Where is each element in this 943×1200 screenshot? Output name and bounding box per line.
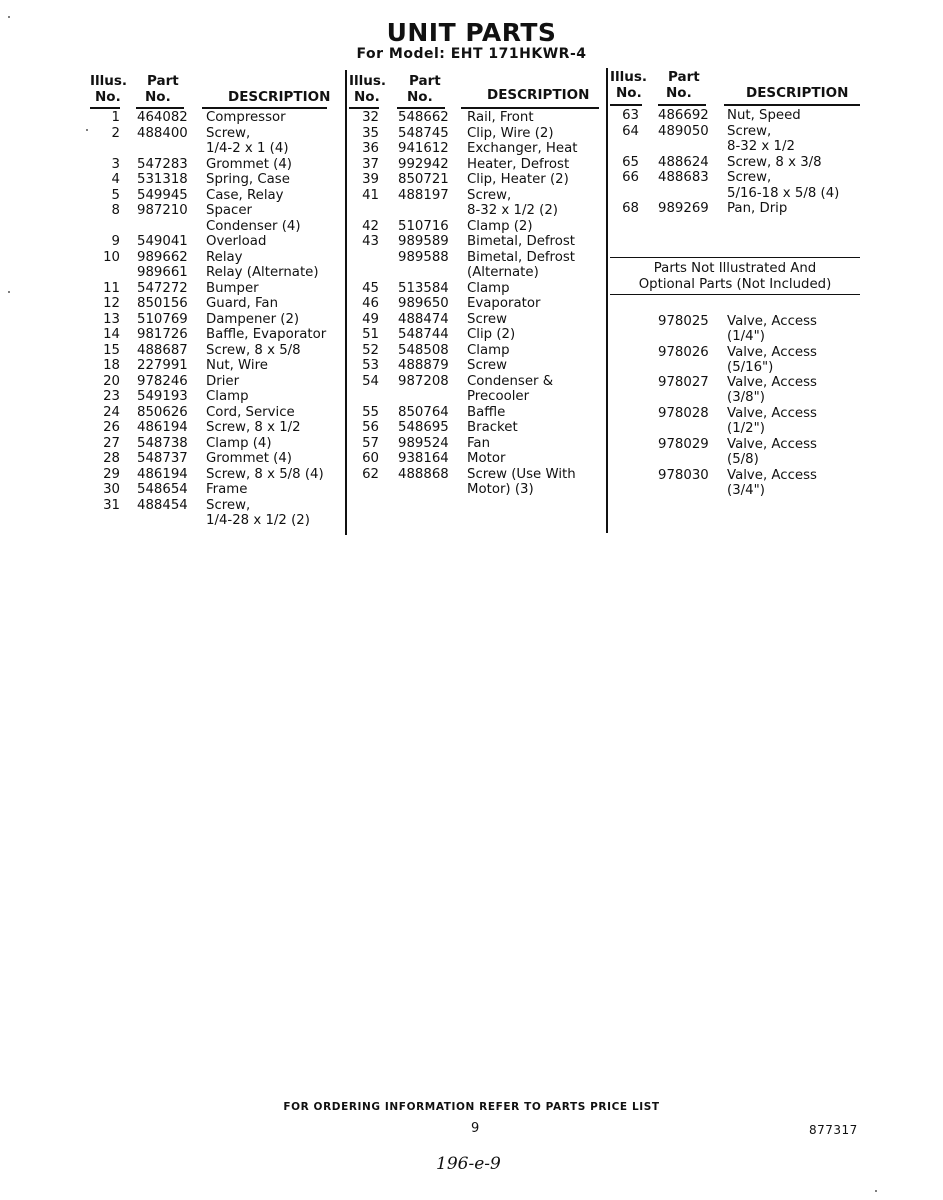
part-description: Screw (Use With xyxy=(467,466,576,482)
part-description: Drier xyxy=(206,373,240,389)
not-illustrated-heading: Parts Not Illustrated And Optional Parts (Not Included) xyxy=(638,261,832,292)
part-description: Grommet (4) xyxy=(206,451,292,466)
header-rule xyxy=(397,107,445,109)
part-description: Bimetal, Defrost xyxy=(467,249,576,265)
header-rule xyxy=(724,104,860,106)
part-number: 989524 xyxy=(398,435,449,451)
part-number: 981726 xyxy=(137,327,188,342)
column-divider xyxy=(345,70,347,535)
part-number: 547283 xyxy=(137,156,188,172)
description-header: DESCRIPTION xyxy=(487,87,590,103)
part-description: Exchanger, Heat xyxy=(467,141,578,156)
part-description: 1/4-2 x 1 (4) xyxy=(206,141,289,156)
illus-number: 31 xyxy=(103,497,120,513)
part-description: Precooler xyxy=(467,389,530,404)
part-number: 488454 xyxy=(137,497,188,513)
scan-speck xyxy=(875,1190,877,1192)
illus-number: 63 xyxy=(622,108,639,123)
part-header: Part No. xyxy=(666,69,700,101)
part-description: Grommet (4) xyxy=(206,156,292,172)
part-description: Valve, Access xyxy=(727,314,817,329)
part-description: Clip (2) xyxy=(467,327,516,342)
illus-number: 8 xyxy=(111,203,120,218)
illus-number: 45 xyxy=(362,280,379,296)
section-rule xyxy=(610,257,860,258)
part-number: 488624 xyxy=(658,154,709,170)
part-number: 548662 xyxy=(398,110,449,125)
part-description: Screw xyxy=(467,311,507,327)
part-description: (1/4") xyxy=(727,329,765,344)
part-description: Screw, 8 x 1/2 xyxy=(206,420,301,435)
part-number: 549193 xyxy=(137,389,188,404)
part-number: 464082 xyxy=(137,110,188,125)
part-number: 548737 xyxy=(137,451,188,466)
part-description: 8-32 x 1/2 xyxy=(727,139,795,154)
part-number: 978027 xyxy=(658,375,709,391)
part-description: Screw, xyxy=(727,170,772,185)
part-description: Screw, xyxy=(467,187,512,203)
illus-number: 13 xyxy=(103,311,120,327)
part-description: (5/8) xyxy=(727,451,759,467)
model-subtitle: For Model: EHT 171HKWR-4 xyxy=(356,46,587,62)
part-number: 548654 xyxy=(137,482,188,497)
part-number: 978028 xyxy=(658,406,709,422)
scan-speck xyxy=(8,16,10,18)
part-number: 938164 xyxy=(398,451,449,466)
illus-number: 30 xyxy=(103,482,120,497)
part-description: 8-32 x 1/2 (2) xyxy=(467,203,558,218)
part-number: 989661 xyxy=(137,265,188,280)
part-description: Bimetal, Defrost xyxy=(467,234,576,249)
part-description: 1/4-28 x 1/2 (2) xyxy=(206,513,310,528)
illus-number: 12 xyxy=(103,296,120,311)
part-description: Baffle xyxy=(467,404,506,420)
part-description: Frame xyxy=(206,482,248,497)
part-description: Valve, Access xyxy=(727,344,817,360)
illus-number: 5 xyxy=(111,187,120,203)
illus-number: 66 xyxy=(622,170,639,185)
part-number: 548695 xyxy=(398,420,449,435)
scan-speck xyxy=(86,129,88,131)
page-title: UNIT PARTS xyxy=(386,18,557,47)
part-number: 488683 xyxy=(658,170,709,185)
part-number: 989589 xyxy=(398,234,449,249)
illus-number: 10 xyxy=(103,249,120,265)
part-description: Motor xyxy=(467,451,506,466)
part-number: 850721 xyxy=(398,172,449,187)
illus-number: 42 xyxy=(362,218,379,234)
part-number: 486194 xyxy=(137,466,188,482)
part-description: Heater, Defrost xyxy=(467,156,570,172)
illus-number: 15 xyxy=(103,342,120,358)
part-number: 987208 xyxy=(398,373,449,389)
illus-number: 60 xyxy=(362,451,379,466)
part-description: Nut, Wire xyxy=(206,358,268,373)
description-header: DESCRIPTION xyxy=(228,88,331,105)
part-number: 488879 xyxy=(398,358,449,373)
part-description: (5/16") xyxy=(727,359,774,375)
header-rule xyxy=(202,107,327,109)
part-description: Nut, Speed xyxy=(727,108,801,123)
illus-number: 2 xyxy=(111,125,120,141)
part-number: 547272 xyxy=(137,280,188,296)
part-number: 227991 xyxy=(137,358,188,373)
illus-number: 35 xyxy=(362,125,379,141)
part-description: (3/8") xyxy=(727,390,765,406)
part-number: 989650 xyxy=(398,296,449,311)
part-number: 978025 xyxy=(658,314,709,329)
part-description: Relay xyxy=(206,249,243,265)
illus-header: Illus. No. xyxy=(90,73,128,105)
part-number: 987210 xyxy=(137,203,188,218)
header-rule xyxy=(461,107,599,109)
illus-number: 53 xyxy=(362,358,379,373)
part-description: Bracket xyxy=(467,420,518,435)
part-description: Spacer xyxy=(206,203,252,218)
illus-number: 43 xyxy=(362,234,379,249)
part-description: Screw, 8 x 5/8 xyxy=(206,342,301,358)
part-description: Pan, Drip xyxy=(727,201,788,216)
part-number: 978029 xyxy=(658,436,709,452)
part-number: 548738 xyxy=(137,435,188,451)
part-description: Screw xyxy=(467,358,507,373)
part-number: 486194 xyxy=(137,420,188,435)
illus-number: 39 xyxy=(362,172,379,187)
column-divider xyxy=(606,68,608,533)
part-number: 941612 xyxy=(398,141,449,156)
header-rule xyxy=(349,107,379,109)
part-description: Bumper xyxy=(206,280,259,296)
part-number: 989269 xyxy=(658,201,709,216)
header-rule xyxy=(90,107,120,109)
part-number: 531318 xyxy=(137,172,188,187)
part-number: 510716 xyxy=(398,218,449,234)
illus-number: 51 xyxy=(362,327,379,342)
part-description: Screw, 8 x 3/8 xyxy=(727,154,822,170)
part-description: (3/4") xyxy=(727,482,765,498)
part-number: 548744 xyxy=(398,327,449,342)
part-description: Compressor xyxy=(206,110,286,125)
part-number: 510769 xyxy=(137,311,188,327)
illus-number: 11 xyxy=(103,280,120,296)
illus-number: 37 xyxy=(362,156,379,172)
part-number: 489050 xyxy=(658,123,709,139)
illus-number: 57 xyxy=(362,435,379,451)
part-description: Dampener (2) xyxy=(206,311,300,327)
part-number: 488400 xyxy=(137,125,188,141)
part-description: Case, Relay xyxy=(206,187,284,203)
illus-number: 52 xyxy=(362,342,379,358)
illus-number: 65 xyxy=(622,154,639,170)
part-number: 850764 xyxy=(398,404,449,420)
illus-number: 55 xyxy=(362,404,379,420)
part-number: 850156 xyxy=(137,296,188,311)
part-description: Condenser (4) xyxy=(206,218,301,234)
illus-number: 14 xyxy=(103,327,120,342)
part-number: 549945 xyxy=(137,187,188,203)
part-description: Evaporator xyxy=(467,296,541,311)
illus-number: 49 xyxy=(362,311,379,327)
part-number: 488868 xyxy=(398,466,449,482)
illus-header: Illus. No. xyxy=(610,69,648,101)
part-number: 978026 xyxy=(658,344,709,360)
illus-number: 3 xyxy=(111,156,120,172)
part-header: Part No. xyxy=(145,73,179,105)
part-description: Valve, Access xyxy=(727,375,817,391)
illus-header: Illus. No. xyxy=(349,73,387,105)
part-description: Clamp xyxy=(206,389,249,404)
part-description: Motor) (3) xyxy=(467,482,534,497)
part-number: 488687 xyxy=(137,342,188,358)
illus-number: 23 xyxy=(103,389,120,404)
part-description: Cord, Service xyxy=(206,404,295,420)
illus-number: 1 xyxy=(111,110,120,125)
part-description: Clamp (4) xyxy=(206,435,272,451)
header-rule xyxy=(610,104,642,106)
part-description: Fan xyxy=(467,435,491,451)
part-description: 5/16-18 x 5/8 (4) xyxy=(727,185,840,201)
part-description: Clamp xyxy=(467,280,510,296)
illus-number: 56 xyxy=(362,420,379,435)
part-description: (Alternate) xyxy=(467,265,539,280)
illus-number: 9 xyxy=(111,234,120,249)
ordering-note: FOR ORDERING INFORMATION REFER TO PARTS PRICE LIST xyxy=(283,1101,660,1113)
part-number: 549041 xyxy=(137,234,188,249)
part-number: 992942 xyxy=(398,156,449,172)
header-rule xyxy=(658,104,706,106)
part-description: Clip, Wire (2) xyxy=(467,125,554,141)
part-number: 989662 xyxy=(137,249,188,265)
section-rule xyxy=(610,294,860,295)
part-number: 486692 xyxy=(658,108,709,123)
part-description: Screw, xyxy=(206,125,251,141)
part-number: 488197 xyxy=(398,187,449,203)
illus-number: 4 xyxy=(111,172,120,187)
scan-speck xyxy=(8,291,10,293)
illus-number: 32 xyxy=(362,110,379,125)
part-description: Overload xyxy=(206,234,267,249)
part-description: Valve, Access xyxy=(727,436,817,452)
document-number: 877317 xyxy=(809,1123,858,1137)
illus-number: 62 xyxy=(362,466,379,482)
part-number: 850626 xyxy=(137,404,188,420)
illus-number: 28 xyxy=(103,451,120,466)
illus-number: 18 xyxy=(103,358,120,373)
part-description: Baffle, Evaporator xyxy=(206,327,327,342)
illus-number: 26 xyxy=(103,420,120,435)
part-description: Condenser & xyxy=(467,373,554,389)
handwritten-note: 196-e-9 xyxy=(436,1154,501,1174)
part-number: 548745 xyxy=(398,125,449,141)
part-number: 488474 xyxy=(398,311,449,327)
part-description: Valve, Access xyxy=(727,406,817,422)
part-description: Clamp (2) xyxy=(467,218,533,234)
illus-number: 64 xyxy=(622,123,639,139)
illus-number: 29 xyxy=(103,466,120,482)
illus-number: 46 xyxy=(362,296,379,311)
illus-number: 36 xyxy=(362,141,379,156)
part-description: Spring, Case xyxy=(206,172,290,187)
part-number: 989588 xyxy=(398,249,449,265)
illus-number: 68 xyxy=(622,201,639,216)
illus-number: 24 xyxy=(103,404,120,420)
part-description: (1/2") xyxy=(727,421,765,437)
part-number: 548508 xyxy=(398,342,449,358)
part-description: Clip, Heater (2) xyxy=(467,172,569,187)
part-description: Rail, Front xyxy=(467,110,534,125)
part-number: 978246 xyxy=(137,373,188,389)
description-header: DESCRIPTION xyxy=(746,84,849,101)
illus-number: 27 xyxy=(103,435,120,451)
part-description: Guard, Fan xyxy=(206,296,279,311)
illus-number: 41 xyxy=(362,187,379,203)
part-description: Relay (Alternate) xyxy=(206,265,319,280)
header-rule xyxy=(136,107,184,109)
illus-number: 20 xyxy=(103,373,120,389)
part-number: 978030 xyxy=(658,467,709,483)
part-header: Part No. xyxy=(407,73,441,105)
part-description: Valve, Access xyxy=(727,467,817,483)
part-description: Clamp xyxy=(467,342,510,358)
part-description: Screw, 8 x 5/8 (4) xyxy=(206,466,324,482)
part-description: Screw, xyxy=(206,497,251,513)
page-number: 9 xyxy=(471,1121,480,1136)
illus-number: 54 xyxy=(362,373,379,389)
part-description: Screw, xyxy=(727,123,772,139)
part-number: 513584 xyxy=(398,280,449,296)
